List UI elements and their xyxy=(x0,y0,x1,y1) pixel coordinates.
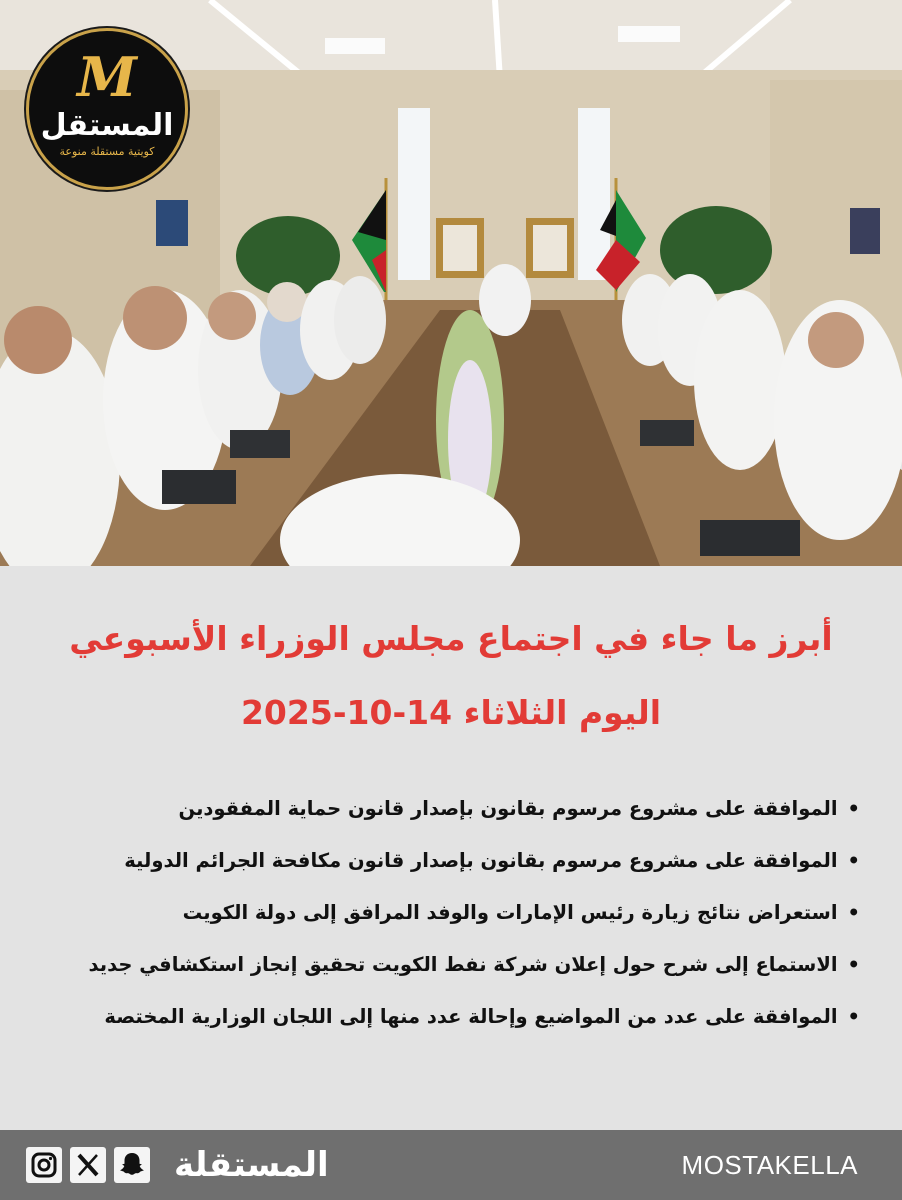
bullet-item xyxy=(20,952,860,1004)
headline-line1: أبرز ما جاء في اجتماع مجلس الوزراء الأسبوعي xyxy=(69,619,833,658)
bullet-dot-icon: • xyxy=(847,901,860,924)
bullet-list xyxy=(20,796,860,1056)
bullet-text: الاستماع إلى شرح حول إعلان شركة نفط الكويت تحقيق إنجاز استكشافي جديد xyxy=(88,953,838,976)
bullet-dot-icon: • xyxy=(847,1005,860,1028)
bullet-text: الموافقة على مشروع مرسوم بقانون بإصدار قانون حماية المفقودين xyxy=(178,797,838,820)
footer-bar xyxy=(0,1130,902,1200)
logo-name: المستقل xyxy=(40,108,174,143)
x-icon[interactable] xyxy=(70,1147,106,1183)
brand-logo xyxy=(26,28,188,190)
headline-line2: اليوم الثلاثاء 14-10-2025 xyxy=(240,693,662,732)
bullet-item xyxy=(20,796,860,848)
logo-tagline: كويتية مستقلة منوعة xyxy=(59,145,155,158)
snapchat-icon[interactable] xyxy=(114,1147,150,1183)
instagram-icon[interactable] xyxy=(26,1147,62,1183)
content-panel xyxy=(0,566,902,1130)
bullet-item xyxy=(20,900,860,952)
bullet-text: استعراض نتائج زيارة رئيس الإمارات والوفد المرافق إلى دولة الكويت xyxy=(182,901,838,924)
logo-monogram: M xyxy=(77,45,137,109)
bullet-dot-icon: • xyxy=(847,953,860,976)
bullet-dot-icon: • xyxy=(847,849,860,872)
bullet-item xyxy=(20,848,860,900)
bullet-text: الموافقة على مشروع مرسوم بقانون بإصدار قانون مكافحة الجرائم الدولية xyxy=(124,849,838,872)
bullet-dot-icon: • xyxy=(847,797,860,820)
bullet-text: الموافقة على عدد من المواضيع وإحالة عدد منها إلى اللجان الوزارية المختصة xyxy=(104,1005,838,1028)
footer-brand-english: MOSTAKELLA xyxy=(681,1150,858,1180)
bullet-item xyxy=(20,1004,860,1056)
cabinet-meeting-photo xyxy=(0,0,902,566)
footer-brand-arabic: المستقلة xyxy=(174,1145,329,1185)
